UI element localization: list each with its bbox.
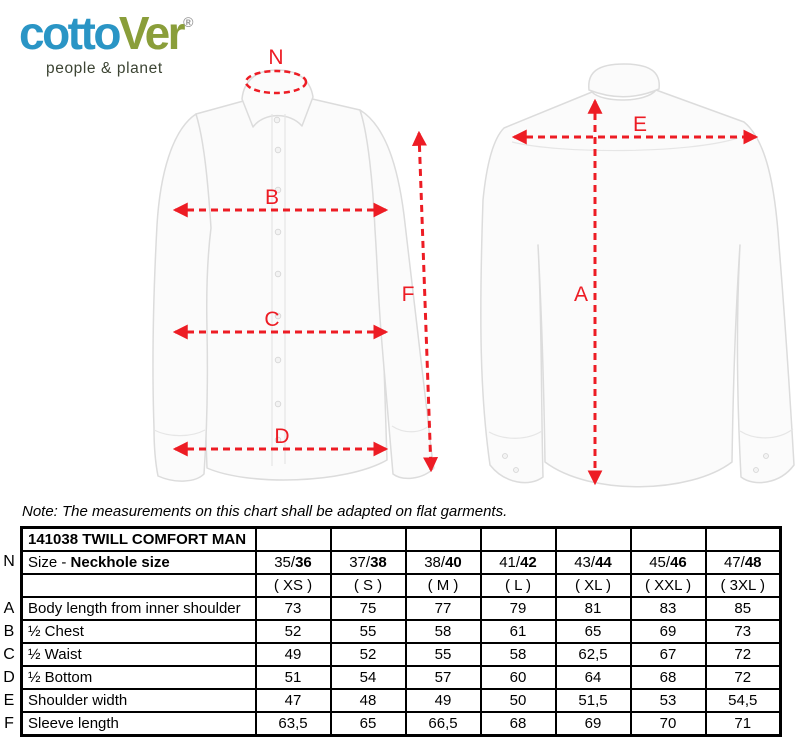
value-cell: 52 (331, 643, 406, 666)
table-row (22, 597, 781, 620)
measure-label-a: A (573, 283, 589, 306)
size-name-cell: ( XL ) (556, 574, 631, 597)
size-value: 35/ (274, 554, 296, 571)
table-row (22, 528, 781, 552)
neckhole-size-cell (256, 551, 331, 574)
measure-label-d: D (274, 425, 290, 448)
size-value: 45/ (649, 554, 671, 571)
value-cell: 55 (331, 620, 406, 643)
size-name-cell: ( M ) (406, 574, 481, 597)
table-row (22, 689, 781, 712)
measure-label-f: F (401, 283, 415, 306)
measure-label-b: B (264, 186, 280, 209)
value-cell: 52 (256, 620, 331, 643)
size-row-label-prefix: Size - (28, 554, 71, 571)
value-cell: 58 (481, 643, 556, 666)
value-cell: 60 (481, 666, 556, 689)
header-empty-cell (406, 528, 481, 552)
header-empty-cell (481, 528, 556, 552)
row-letter-c: C (3, 646, 15, 663)
size-value-bold: 46 (670, 554, 687, 571)
value-cell: 73 (706, 620, 781, 643)
size-value-bold: 44 (595, 554, 612, 571)
value-cell: 83 (631, 597, 706, 620)
value-cell: 73 (256, 597, 331, 620)
row-letter-b: B (3, 623, 15, 640)
size-value: 43/ (574, 554, 596, 571)
value-cell: 81 (556, 597, 631, 620)
header-empty-cell (706, 528, 781, 552)
value-cell: 79 (481, 597, 556, 620)
value-cell: 57 (406, 666, 481, 689)
value-cell: 58 (406, 620, 481, 643)
measure-label-cell: ½ Waist (22, 643, 256, 666)
header-empty-cell (631, 528, 706, 552)
flat-garment-note: Note: The measurements on this chart shall be adapted on flat garments. (22, 503, 508, 520)
size-measurement-table (20, 526, 782, 737)
value-cell: 54 (331, 666, 406, 689)
size-row-label (22, 551, 256, 574)
value-cell: 54,5 (706, 689, 781, 712)
value-cell: 48 (331, 689, 406, 712)
size-value: 47/ (723, 554, 745, 571)
value-cell: 65 (331, 712, 406, 736)
measure-label-cell: ½ Chest (22, 620, 256, 643)
size-name-row-label (22, 574, 256, 597)
logo-text-cotto: cotto (19, 7, 119, 59)
header-empty-cell (556, 528, 631, 552)
value-cell: 64 (556, 666, 631, 689)
value-cell: 65 (556, 620, 631, 643)
value-cell: 55 (406, 643, 481, 666)
size-name-cell: ( XXL ) (631, 574, 706, 597)
row-letter-e: E (3, 692, 15, 709)
table-row (22, 620, 781, 643)
value-cell: 53 (631, 689, 706, 712)
value-cell: 67 (631, 643, 706, 666)
value-cell: 69 (631, 620, 706, 643)
neckhole-size-cell (481, 551, 556, 574)
size-row-label-bold: Neckhole size (70, 554, 170, 571)
value-cell: 71 (706, 712, 781, 736)
value-cell: 49 (406, 689, 481, 712)
value-cell: 77 (406, 597, 481, 620)
value-cell: 66,5 (406, 712, 481, 736)
measure-label-cell: ½ Bottom (22, 666, 256, 689)
value-cell: 62,5 (556, 643, 631, 666)
table-row (22, 712, 781, 736)
value-cell: 49 (256, 643, 331, 666)
product-title-cell: 141038 TWILL COMFORT MAN (22, 528, 256, 552)
value-cell: 69 (556, 712, 631, 736)
table-row (22, 551, 781, 574)
measure-label-cell: Shoulder width (22, 689, 256, 712)
size-value: 37/ (349, 554, 371, 571)
neckhole-size-cell (706, 551, 781, 574)
size-value: 38/ (424, 554, 446, 571)
value-cell: 75 (331, 597, 406, 620)
shirt-front-image (153, 70, 434, 481)
neckhole-size-cell (331, 551, 406, 574)
table-row (22, 574, 781, 597)
value-cell: 68 (481, 712, 556, 736)
value-cell: 68 (631, 666, 706, 689)
value-cell: 51 (256, 666, 331, 689)
size-value-bold: 38 (370, 554, 387, 571)
logo-text-ver: Ver (118, 7, 184, 59)
neckhole-size-cell (631, 551, 706, 574)
row-letter-d: D (3, 669, 15, 686)
logo-tagline: people & planet (46, 60, 163, 77)
value-cell: 63,5 (256, 712, 331, 736)
header-empty-cell (331, 528, 406, 552)
size-name-cell: ( XS ) (256, 574, 331, 597)
size-value-bold: 40 (445, 554, 462, 571)
value-cell: 61 (481, 620, 556, 643)
size-value-bold: 48 (744, 554, 762, 571)
measure-label-n: N (268, 46, 284, 69)
value-cell: 47 (256, 689, 331, 712)
value-cell: 70 (631, 712, 706, 736)
size-value-bold: 36 (295, 554, 312, 571)
row-letter-a: A (3, 600, 15, 617)
measure-label-cell: Sleeve length (22, 712, 256, 736)
value-cell: 85 (706, 597, 781, 620)
table-row (22, 643, 781, 666)
neckhole-size-cell (406, 551, 481, 574)
neckhole-size-cell (556, 551, 631, 574)
value-cell: 72 (706, 666, 781, 689)
table-row (22, 666, 781, 689)
measure-label-e: E (632, 113, 648, 136)
measure-label-cell: Body length from inner shoulder (22, 597, 256, 620)
header-empty-cell (256, 528, 331, 552)
value-cell: 72 (706, 643, 781, 666)
row-letter-f: F (4, 715, 14, 732)
value-cell: 51,5 (556, 689, 631, 712)
size-name-cell: ( 3XL ) (706, 574, 781, 597)
measure-label-c: C (264, 308, 280, 331)
value-cell: 50 (481, 689, 556, 712)
cottover-logo (19, 7, 194, 77)
size-value: 41/ (499, 554, 521, 571)
row-letter-n: N (3, 553, 15, 570)
size-name-cell: ( S ) (331, 574, 406, 597)
size-value-bold: 42 (520, 554, 537, 571)
registered-trademark-symbol: ® (183, 14, 194, 30)
size-name-cell: ( L ) (481, 574, 556, 597)
